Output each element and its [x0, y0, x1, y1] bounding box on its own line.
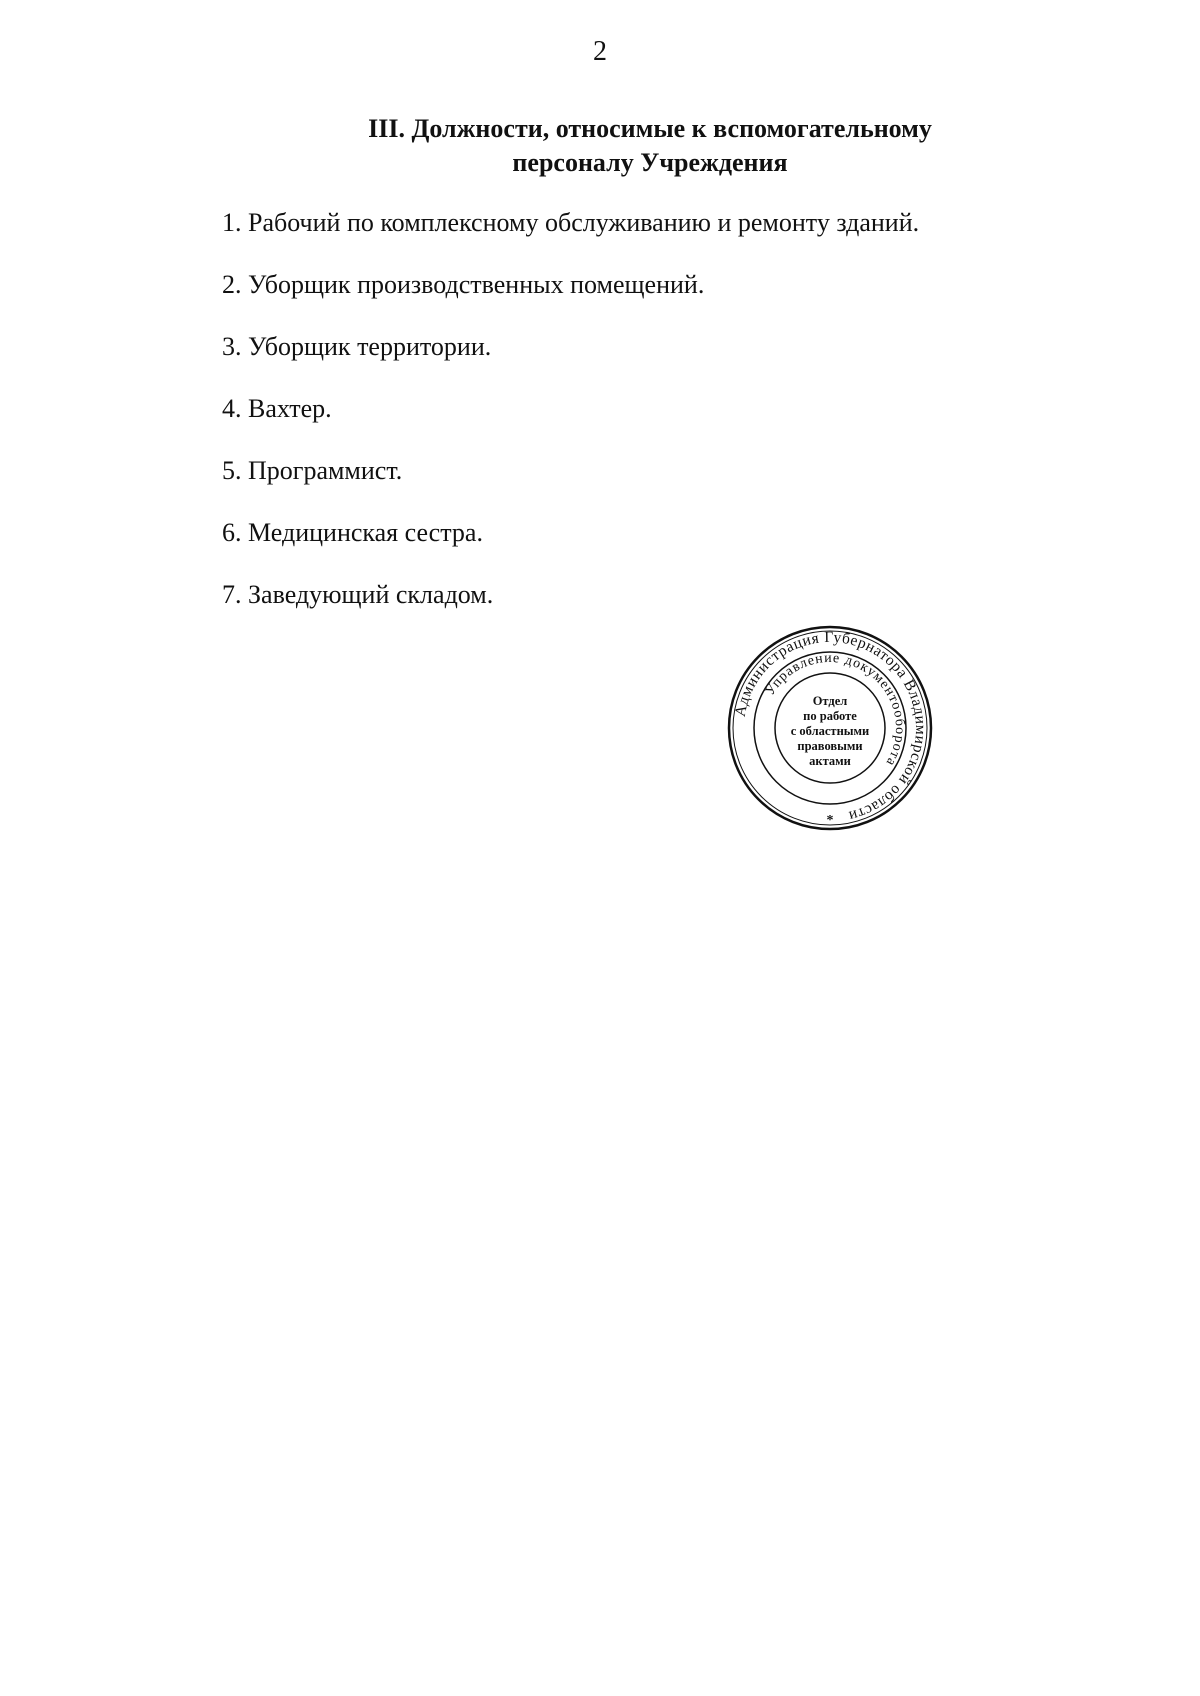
stamp-center-line: актами: [809, 754, 851, 768]
stamp-inner-text: Управление документооборота: [762, 650, 908, 769]
list-item: 6. Медицинская сестра.: [222, 518, 483, 547]
list-item: 4. Вахтер.: [222, 394, 332, 423]
official-stamp: [725, 623, 935, 833]
positions-list: [222, 207, 919, 641]
stamp-center-line: по работе: [803, 709, 857, 723]
stamp-star: *: [826, 813, 834, 828]
list-item: 1. Рабочий по комплексному обслуживанию и ремонту зданий.: [222, 208, 920, 237]
list-item: 3. Уборщик территории.: [222, 332, 492, 361]
stamp-center-line: правовыми: [797, 739, 863, 753]
list-item: 5. Программист.: [222, 456, 403, 485]
section-heading: [300, 112, 1000, 180]
list-item: 7. Заведующий складом.: [222, 580, 494, 609]
list-item: 2. Уборщик производственных помещений.: [222, 270, 705, 299]
stamp-outer-text: Администрация Губернатора Владимирской области: [731, 628, 930, 825]
heading-line-1: III. Должности, относимые к вспомогательному: [368, 114, 932, 143]
stamp-center-line: с областными: [790, 724, 870, 738]
heading-line-2: персоналу Учреждения: [512, 148, 788, 177]
page-number: 2: [593, 36, 607, 67]
stamp-center-line: Отдел: [812, 694, 848, 708]
